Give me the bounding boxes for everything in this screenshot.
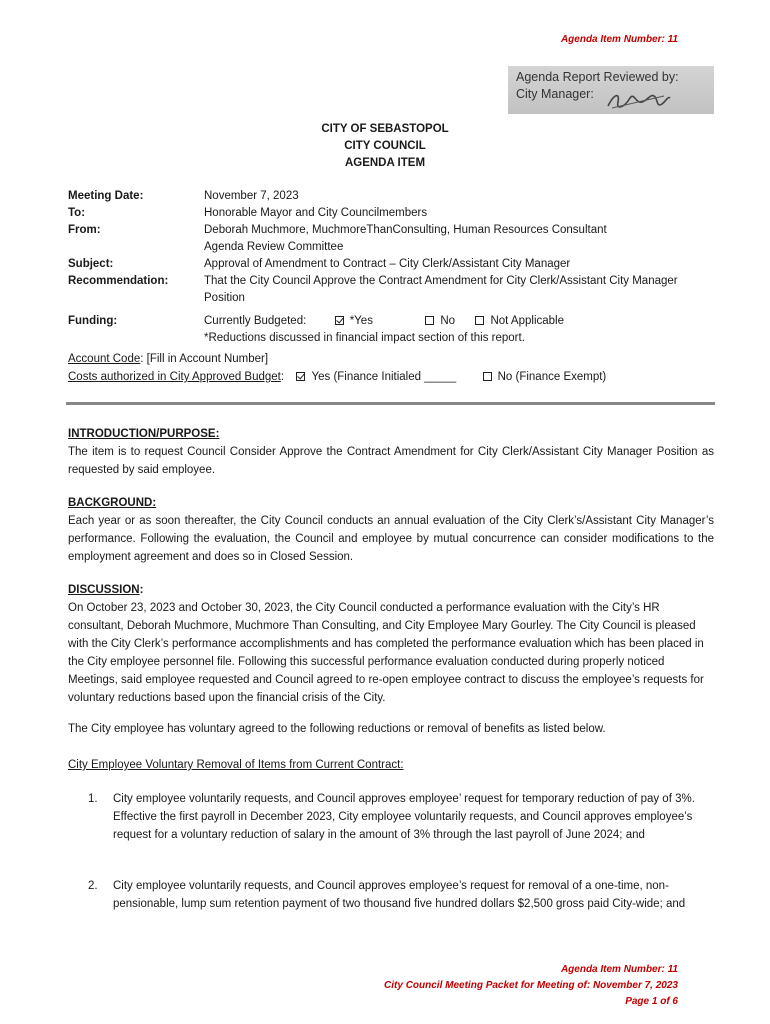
from-value-2: Agenda Review Committee: [204, 241, 344, 253]
from-row: [68, 222, 704, 256]
voluntary-subheading: City Employee Voluntary Removal of Items from Current Contract:: [68, 759, 404, 771]
funding-yes-label: *Yes: [349, 315, 373, 327]
intro-heading: INTRODUCTION/PURPOSE:: [68, 428, 220, 440]
signature-icon: [604, 88, 674, 114]
costs-label: Costs authorized in City Approved Budget: [68, 371, 281, 383]
account-code-label: Account Code: [68, 353, 141, 365]
account-code-row: [68, 350, 606, 368]
account-code-value: : [Fill in Account Number]: [140, 353, 269, 365]
discussion-colon: :: [139, 584, 144, 596]
intro-section: [68, 425, 714, 479]
background-section: [68, 494, 714, 566]
funding-row: [68, 313, 704, 347]
discussion-section: [68, 581, 714, 707]
discussion-heading: DISCUSSION: [68, 584, 140, 596]
account-block: [68, 350, 606, 386]
list-item: [88, 790, 714, 844]
funding-na-checkbox[interactable]: [475, 316, 484, 325]
discussion-text: On October 23, 2023 and October 30, 2023, the City Council conducted a performance evaluation with the City’s HR consultant, Deborah Muchmore, Muchmore Than Consulting, and City Employee Mary Gourley. The City Council is pleased with the City Clerk’s performance accomplishments and has completed the performance evaluation which has been placed in the City employee personnel file. Following this successful performance evaluation conducted during properly noticed Meetings, said employee requested and Council agreed to re-open employee contract to discuss the employee’s requests for voluntary reductions based upon the financial crisis of the City.: [68, 602, 704, 704]
intro-text: The item is to request Council Consider Approve the Contract Amendment for City Clerk/Assistant City Manager Position as requested by said employee.: [68, 446, 714, 476]
header-agenda-item-number: Agenda Item Number: 11: [560, 34, 678, 45]
meeting-date-value: November 7, 2023: [204, 190, 299, 202]
footer-page-number: Page 1 of 6: [625, 996, 678, 1007]
footer-packet: City Council Meeting Packet for Meeting of: November 7, 2023: [384, 980, 678, 991]
costs-yes-label: Yes (Finance Initialed _____: [311, 371, 457, 383]
voluntary-text: The City employee has voluntary agreed to the following reductions or removal of benefits as listed below.: [68, 723, 606, 735]
recommendation-label: Recommendation:: [68, 275, 169, 287]
review-stamp: [508, 66, 714, 114]
meeting-date-row: [68, 188, 704, 205]
recommendation-value: That the City Council Approve the Contract Amendment for City Clerk/Assistant City Manager Position: [204, 275, 678, 304]
title-agenda-item: AGENDA ITEM: [344, 157, 426, 169]
costs-row: [68, 368, 606, 386]
from-label: From:: [68, 224, 101, 236]
footer: [384, 962, 678, 1010]
funding-label: Funding:: [68, 315, 118, 327]
meeting-date-label: Meeting Date:: [68, 190, 144, 202]
costs-no-label: No (Finance Exempt): [497, 371, 607, 383]
from-value-1: Deborah Muchmore, MuchmoreThanConsulting, Human Resources Consultant: [204, 224, 607, 236]
costs-no-checkbox[interactable]: [483, 372, 492, 381]
stamp-line-1: Agenda Report Reviewed by:: [516, 70, 679, 84]
subject-row: [68, 256, 704, 273]
funding-na-label: Not Applicable: [490, 315, 564, 327]
title-block: [0, 121, 770, 172]
currently-budgeted-label: Currently Budgeted:: [204, 315, 307, 327]
subject-value: Approval of Amendment to Contract – City Clerk/Assistant City Manager: [204, 258, 571, 270]
to-value: Honorable Mayor and City Councilmembers: [204, 207, 428, 219]
to-row: [68, 205, 704, 222]
reductions-note: *Reductions discussed in financial impact section of this report.: [204, 332, 525, 344]
funding-no-checkbox[interactable]: [425, 316, 434, 325]
list-item-number: 1.: [88, 793, 98, 805]
meta-block: [68, 188, 704, 347]
section-divider: [66, 402, 715, 405]
list-item-text: City employee voluntarily requests, and Council approves employee’s request for removal of a one-time, non-pensionable, lump sum retention payment of two thousand five hundred dollars $2,500 gross paid City-wide; and: [113, 880, 686, 910]
title-city: CITY OF SEBASTOPOL: [321, 123, 449, 135]
costs-yes-checkbox[interactable]: [296, 372, 305, 381]
funding-yes-checkbox[interactable]: [335, 316, 344, 325]
footer-agenda-item: Agenda Item Number: 11: [560, 964, 678, 975]
list-item-number: 2.: [88, 880, 98, 892]
funding-no-label: No: [440, 315, 456, 327]
funding-value: [204, 313, 704, 347]
subject-label: Subject:: [68, 258, 114, 270]
recommendation-row: [68, 273, 704, 307]
background-heading: BACKGROUND:: [68, 497, 157, 509]
from-value: [204, 222, 704, 256]
list-item-text: City employee voluntarily requests, and Council approves employee’ request for temporary reduction of pay of 3%. Effective the first payroll in December 2023, City employee voluntarily requests, and Council approves employee’s request for a voluntary reduction of salary in the amount of 3% through the last payroll of June 2024; and: [113, 793, 695, 841]
to-label: To:: [68, 207, 86, 219]
stamp-line-2: City Manager:: [516, 87, 594, 101]
background-text: Each year or as soon thereafter, the City Council conducts an annual evaluation of the City Clerk’s/Assistant City Manager’s performance. Following the evaluation, the Council and employee by mutual concurrence can consider modifications to the employment agreement and does so in Closed Session.: [68, 515, 714, 563]
list-item: [88, 877, 714, 913]
costs-colon: :: [280, 371, 285, 383]
title-council: CITY COUNCIL: [344, 140, 426, 152]
